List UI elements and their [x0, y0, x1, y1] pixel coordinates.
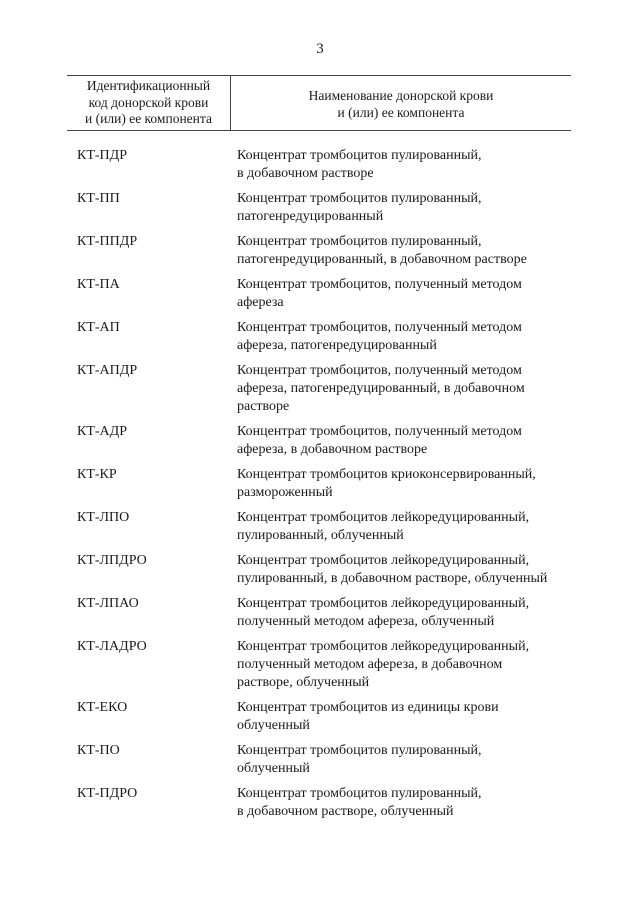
row-code: КТ-ПП: [77, 191, 120, 206]
table-row: [0, 595, 640, 631]
table-row: [0, 638, 640, 692]
row-code: КТ-ЛПО: [77, 510, 130, 525]
row-name: Концентрат тромбоцитов пулированный, патогенредуцированный: [237, 191, 482, 224]
row-code: КТ-АДР: [77, 424, 127, 439]
table-row: [0, 233, 640, 269]
row-code: КТ-АПДР: [77, 363, 138, 378]
table-row: [0, 742, 640, 778]
table-row: [0, 785, 640, 821]
row-code: КТ-ППДР: [77, 234, 138, 249]
table-row: [0, 147, 640, 183]
table-header: [67, 75, 571, 131]
table-row: [0, 319, 640, 355]
table-row: [0, 552, 640, 588]
row-code: КТ-ЛПАО: [77, 596, 139, 611]
row-code: КТ-ПО: [77, 743, 120, 758]
row-code: КТ-КР: [77, 467, 117, 482]
table-row: [0, 466, 640, 502]
row-name: Концентрат тромбоцитов, полученный методом афереза, патогенредуцированный: [237, 320, 522, 353]
row-code: КТ-ЕКО: [77, 700, 128, 715]
row-name: Концентрат тромбоцитов из единицы крови облученный: [237, 700, 499, 733]
row-code: КТ-ПДРО: [77, 786, 138, 801]
header-code-column: Идентификационный код донорской крови и (или) ее компонента: [85, 78, 212, 126]
row-name: Концентрат тромбоцитов пулированный, в добавочном растворе, облученный: [237, 786, 482, 819]
table-row: [0, 190, 640, 226]
row-name: Концентрат тромбоцитов, полученный методом афереза, патогенредуцированный, в добавочном растворе: [237, 363, 525, 414]
page-number: 3: [316, 41, 324, 57]
row-code: КТ-АП: [77, 320, 120, 335]
row-code: КТ-ЛАДРО: [77, 639, 147, 654]
row-name: Концентрат тромбоцитов, полученный методом афереза: [237, 277, 522, 310]
table-row: [0, 509, 640, 545]
row-name: Концентрат тромбоцитов пулированный, патогенредуцированный, в добавочном растворе: [237, 234, 527, 267]
table-row: [0, 699, 640, 735]
table-row: [0, 423, 640, 459]
table-row: [0, 362, 640, 416]
header-name-column: Наименование донорской крови и (или) ее компонента: [308, 88, 494, 120]
row-name: Концентрат тромбоцитов лейкоредуцированный, полученный методом афереза, в добавочном растворе, облученный: [237, 639, 530, 690]
row-name: Концентрат тромбоцитов, полученный методом афереза, в добавочном растворе: [237, 424, 522, 457]
row-code: КТ-ПА: [77, 277, 120, 292]
row-name: Концентрат тромбоцитов пулированный, облученный: [237, 743, 482, 776]
row-name: Концентрат тромбоцитов лейкоредуцированный, пулированный, в добавочном растворе, облученный: [237, 553, 548, 586]
table-body: [0, 147, 640, 828]
row-name: Концентрат тромбоцитов пулированный, в добавочном растворе: [237, 148, 482, 181]
row-name: Концентрат тромбоцитов криоконсервированный, размороженный: [237, 467, 536, 500]
table-row: [0, 276, 640, 312]
row-code: КТ-ЛПДРО: [77, 553, 147, 568]
row-code: КТ-ПДР: [77, 148, 127, 163]
row-name: Концентрат тромбоцитов лейкоредуцированный, пулированный, облученный: [237, 510, 530, 543]
row-name: Концентрат тромбоцитов лейкоредуцированный, полученный методом афереза, облученный: [237, 596, 530, 629]
